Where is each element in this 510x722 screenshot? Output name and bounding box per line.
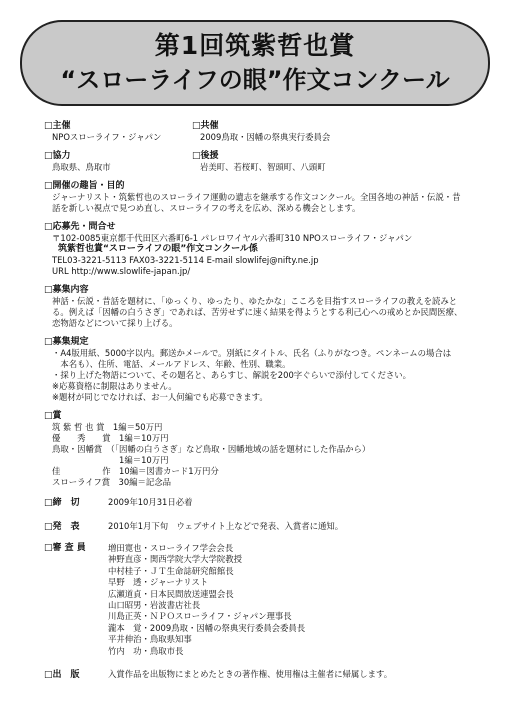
judge-item: 山口昭男・岩波書店社長 — [108, 600, 201, 611]
publish-value: 入賞作品を出版物にまとめたときの著作権、使用権は主催者に帰属します。 — [108, 669, 393, 680]
publish-row — [44, 667, 484, 680]
support-text: 岩美町、若桜町、智頭町、八頭町 — [200, 162, 326, 172]
cooperation-row — [44, 150, 484, 173]
judge-item: 増田寛也・スローライフ学会会長 — [108, 543, 234, 553]
rules-line: ※題材が同じでなければ、お一人何編でも応募できます。 — [52, 392, 268, 402]
title-line-2: “スローライフの眼”作文コンクール — [60, 66, 450, 94]
content-line: 神話・伝説・昔話を題材に、「ゆっくり、ゆったり、ゆたかな」こころを目指すスローライフの教えを読みと — [52, 296, 458, 306]
contact-url[interactable]: URL http://www.slowlife-japan.jp/ — [52, 266, 191, 276]
rules-line: ※応募資格に制限はありません。 — [52, 381, 177, 391]
judge-item: 広瀬道貞・日本民間放送連盟会長 — [108, 588, 234, 599]
support-section — [192, 150, 340, 173]
judge-item: 平井伸治・鳥取県知事 — [108, 634, 192, 645]
prizes-heading: □賞 — [44, 411, 62, 421]
prize-line: 優 秀 賞 1編＝10万円 — [52, 433, 169, 443]
prize-line: スローライフ賞 30編＝記念品 — [52, 477, 172, 487]
contact-tel: TEL03-3221-5113 FAX03-3221-5114 E-mail slowlifej@nifty.ne.jp — [52, 255, 319, 265]
rules-line: ・A4版用紙、5000字以内。郵送かメールで。別紙にタイトル、氏名（ふりがなつき。ペンネームの場合は — [52, 348, 452, 358]
contact-section — [44, 221, 484, 277]
content-line: る。例えば「因幡の白うさぎ」であれば、苦労せずに速く結果を得ようとする利己心への戒めとか民間医療、 — [52, 307, 463, 317]
purpose-line: ジャーナリスト・筑紫哲也のスローライフ運動の遺志を継承する作文コンクール。全国各地の神話・伝説・昔 — [52, 192, 461, 202]
cooperation-section — [44, 150, 192, 173]
organizer-heading: □主催 — [44, 121, 71, 131]
contact-address: 〒102-0085東京都千代田区六番町6-1 パレロワイヤル六番町310 NPOスローライフ・ジャパン — [52, 233, 413, 243]
purpose-section — [44, 180, 484, 214]
prize-line: 筑 紫 哲 也 賞 1編＝50万円 — [52, 422, 163, 432]
judge-item: 中村桂子・ＪＴ生命誌研究館館長 — [108, 565, 234, 576]
judge-item: 瀧本 覚・2009鳥取・因幡の祭典実行委員会委員長 — [108, 622, 306, 633]
judge-item: 早野 透・ジャーナリスト — [108, 577, 209, 588]
judge-item: 川島正英・ＮＰＯスローライフ・ジャパン理事長 — [108, 611, 292, 622]
announce-value: 2010年1月下旬 ウェブサイト上などで発表、入賞者に通知。 — [108, 521, 344, 531]
prize-line: 佳 作 10編＝図書カード1万円分 — [52, 466, 219, 476]
organizer-row — [44, 120, 484, 143]
publish-label: □出 版 — [44, 670, 80, 681]
organizer-section — [44, 120, 192, 143]
judges-section — [44, 543, 484, 657]
judges-list — [108, 543, 305, 657]
judges-label: □審 査 員 — [44, 543, 86, 553]
rules-line: ・採り上げた物語について、その題名と、あらすじ、解説を200字ぐらいで添付してください。 — [52, 370, 412, 380]
cooperation-heading: □協力 — [44, 151, 71, 161]
prize-line: 鳥取・因幡賞 （「因幡の白うさぎ」など鳥取・因幡地域の話を題材にした作品から） — [52, 444, 371, 454]
cooperation-text: 鳥取県、鳥取市 — [52, 162, 111, 172]
announce-label: □発 表 — [44, 522, 80, 532]
cohost-text: 2009鳥取・因幡の祭典実行委員会 — [200, 132, 331, 142]
prizes-section — [44, 410, 484, 488]
announce-row — [44, 519, 484, 532]
rules-section — [44, 336, 484, 403]
rules-heading: □募集規定 — [44, 337, 89, 347]
contact-heading: □応募先・問合せ — [44, 222, 116, 232]
document-body — [44, 120, 484, 691]
title-line-1: 第1回筑紫哲也賞 — [154, 31, 356, 60]
prize-line: 1編＝10万円 — [52, 455, 169, 465]
purpose-heading: □開催の趣旨・目的 — [44, 181, 125, 191]
content-heading: □募集内容 — [44, 285, 89, 295]
purpose-line: 話を新しい視点で見つめ直し、スローライフの考えを広め、深める機会とします。 — [52, 203, 361, 213]
organizer-text: NPOスローライフ・ジャパン — [52, 132, 162, 142]
cohost-section — [192, 120, 340, 143]
judge-item: 竹内 功・鳥取市長 — [108, 645, 184, 656]
judge-item: 神野直彦・関西学院大学大学院教授 — [108, 554, 242, 565]
rules-line: 本名も）、住所、電話、メールアドレス、年齢、性別、職業。 — [52, 359, 291, 369]
content-section — [44, 284, 484, 329]
title-banner — [20, 20, 490, 106]
cohost-heading: □共催 — [192, 121, 219, 131]
contact-dept: 筑紫哲也賞“スローライフの眼”作文コンクール係 — [58, 244, 258, 254]
deadline-label: □締 切 — [44, 498, 80, 508]
support-heading: □後援 — [192, 151, 219, 161]
deadline-value: 2009年10月31日必着 — [108, 497, 193, 507]
content-line: 恋物語などについて採り上げる。 — [52, 318, 178, 328]
deadline-row — [44, 495, 484, 508]
